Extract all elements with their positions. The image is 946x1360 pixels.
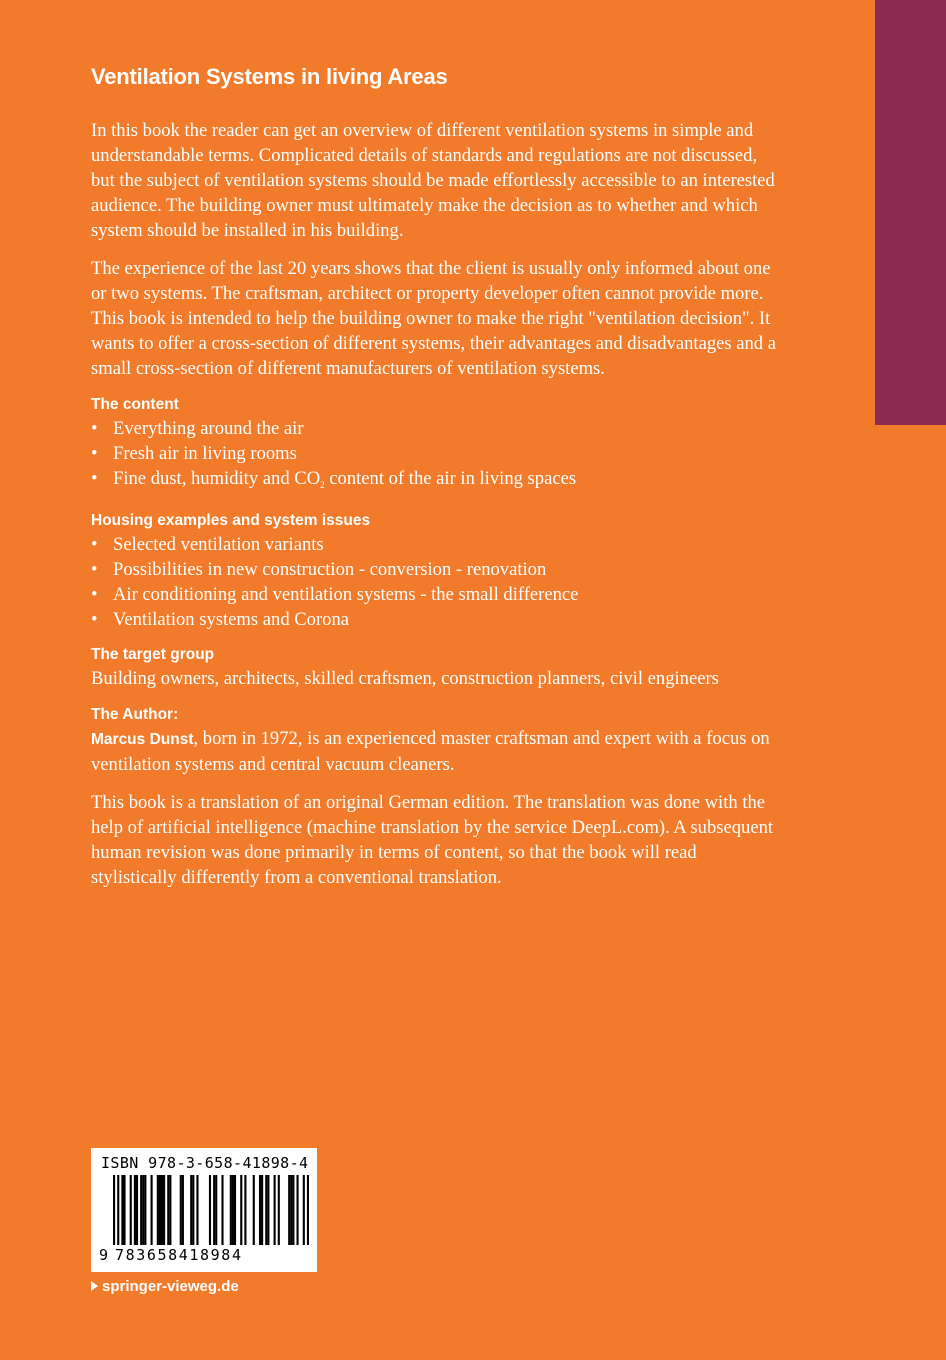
- barcode-bar: [209, 1175, 211, 1245]
- translation-note: This book is a translation of an original German edition. The translation was done with the help of artificial intelligence (machine translation by the service DeepL.com). A subsequent human revision was done primarily in terms of content, so that the book will read stylistically differently from a conventional translation.: [91, 792, 774, 888]
- barcode-bar: [274, 1175, 276, 1245]
- barcode-bar: [307, 1175, 309, 1245]
- barcode-bar: [123, 1175, 125, 1245]
- bullet-icon: •: [91, 418, 98, 439]
- barcode-bar: [234, 1175, 236, 1245]
- list-item: • Air conditioning and ventilation systems - the small difference: [91, 584, 579, 605]
- barcode-bar: [292, 1175, 294, 1245]
- barcode-bar: [130, 1175, 132, 1245]
- barcode-bar: [196, 1175, 198, 1245]
- barcode-bar: [296, 1175, 298, 1245]
- barcode-bar: [151, 1175, 153, 1245]
- barcode-bar: [244, 1175, 246, 1245]
- barcode-bar: [230, 1175, 232, 1245]
- target-group-text: Building owners, architects, skilled craftsmen, construction planners, civil engineers: [91, 668, 719, 689]
- barcode-bar: [161, 1175, 163, 1245]
- barcode-bar: [121, 1175, 123, 1245]
- arrow-right-icon: [91, 1281, 98, 1291]
- barcode-bar: [265, 1175, 267, 1245]
- barcode-bar: [221, 1175, 223, 1245]
- intro-paragraph-2: The experience of the last 20 years shows that the client is usually only informed about one or two systems. The craftsman, architect or property developer often cannot provide more. This book is intended to help the building owner to make the right "ventilation decision". It wants to offer a cross-section of different systems, their advantages and disadvantages and a small cross-section of different manufacturers of ventilation systems.: [91, 258, 776, 379]
- content-heading: The content: [91, 396, 179, 413]
- barcode-bar: [288, 1175, 290, 1245]
- barcode-bar: [267, 1175, 269, 1245]
- housing-list: [91, 532, 781, 632]
- publisher-link[interactable]: [91, 1277, 239, 1297]
- bullet-icon: •: [91, 534, 98, 555]
- barcode-bar: [182, 1175, 184, 1245]
- barcode-bars: [113, 1175, 309, 1245]
- list-item: • Selected ventilation variants: [91, 534, 324, 555]
- barcode-bar: [190, 1175, 192, 1245]
- barcode-bar: [278, 1175, 280, 1245]
- barcode-bar: [261, 1175, 263, 1245]
- barcode-bar: [192, 1175, 194, 1245]
- barcode-bar: [157, 1175, 159, 1245]
- barcode-bar: [303, 1175, 305, 1245]
- barcode-bar: [113, 1175, 115, 1245]
- housing-heading: Housing examples and system issues: [91, 512, 371, 529]
- content-list: [91, 416, 781, 498]
- bullet-icon: •: [91, 468, 98, 489]
- barcode-bar: [169, 1175, 171, 1245]
- list-item: • Ventilation systems and Corona: [91, 609, 350, 630]
- barcode-bar: [253, 1175, 255, 1245]
- list-item: • Fine dust, humidity and $CO_2$ content of the air in living spaces: [91, 468, 577, 490]
- bullet-icon: •: [91, 559, 98, 580]
- barcode-bar: [117, 1175, 119, 1245]
- barcode-bar: [159, 1175, 161, 1245]
- barcode-bar: [232, 1175, 234, 1245]
- barcode-bar: [134, 1175, 136, 1245]
- ean-first-digit: 9: [99, 1246, 109, 1264]
- barcode-bar: [259, 1175, 261, 1245]
- bullet-icon: •: [91, 609, 98, 630]
- bullet-icon: •: [91, 443, 98, 464]
- book-title: Ventilation Systems in living Areas: [91, 64, 448, 89]
- ean-digits: 783658418984: [115, 1246, 243, 1264]
- barcode-bar: [215, 1175, 217, 1245]
- barcode-bar: [290, 1175, 292, 1245]
- side-color-bar: [875, 0, 946, 425]
- barcode-bar: [163, 1175, 165, 1245]
- back-cover-text: [91, 62, 781, 903]
- barcode-bar: [213, 1175, 215, 1245]
- barcode-bar: [180, 1175, 182, 1245]
- target-group-heading: The target group: [91, 646, 215, 663]
- author-heading: The Author:: [91, 706, 179, 723]
- author-name: Marcus Dunst: [91, 731, 194, 748]
- barcode-bar: [167, 1175, 169, 1245]
- barcode-bar: [142, 1175, 144, 1245]
- intro-paragraph-1: In this book the reader can get an overview of different ventilation systems in simple and understandable terms. Complicated details of standards and regulations are not discussed, but the subject of ventilation systems should be made effortlessly accessible to an interested audience. The building owner must ultimately make the decision as to whether and which system should be installed in his building.: [91, 120, 775, 241]
- bullet-icon: •: [91, 584, 98, 605]
- list-item: • Everything around the air: [91, 418, 304, 439]
- barcode-bar: [144, 1175, 146, 1245]
- barcode-bar: [240, 1175, 242, 1245]
- list-item: • Possibilities in new construction - conversion - renovation: [91, 559, 547, 580]
- list-item: • Fresh air in living rooms: [91, 443, 297, 464]
- barcode-bar: [140, 1175, 142, 1245]
- isbn-barcode: [91, 1148, 317, 1272]
- publisher-url[interactable]: springer-vieweg.de: [102, 1278, 239, 1295]
- author-bio: Marcus Dunst, born in 1972, is an experienced master craftsman and expert with a focus on ventilation systems and central vacuum cleaners.: [91, 728, 770, 775]
- barcode-bar: [136, 1175, 138, 1245]
- isbn-label: ISBN 978-3-658-41898-4: [101, 1154, 309, 1172]
